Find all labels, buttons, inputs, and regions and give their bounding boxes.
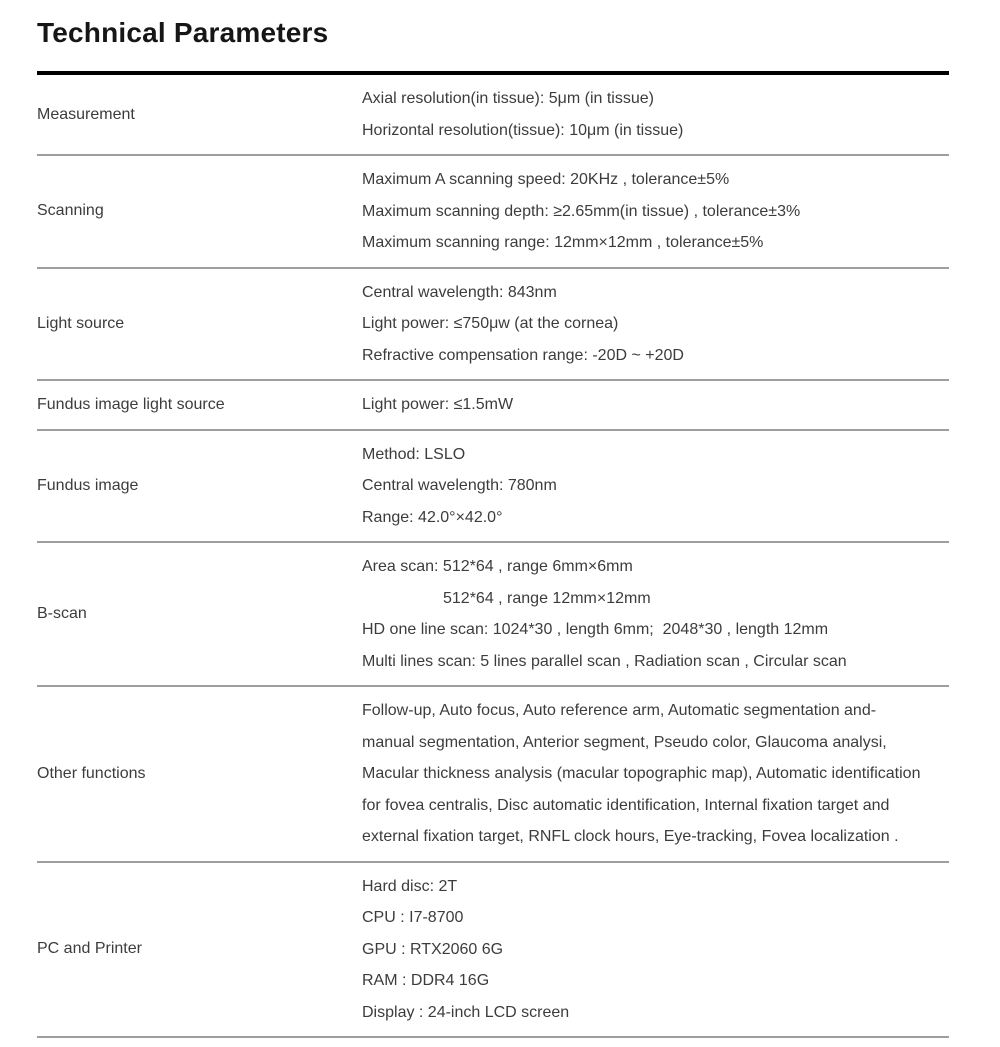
table-row	[37, 269, 949, 382]
row-label: B-scan	[37, 605, 87, 622]
row-values	[362, 551, 949, 677]
spec-value-line: Method: LSLO	[362, 445, 466, 463]
row-values	[362, 389, 949, 421]
row-values	[362, 164, 949, 259]
spec-value-line: Maximum scanning depth: ≥2.65mm(in tissue) , tolerance±3%	[362, 202, 801, 220]
spec-value-line: CPU : I7-8700	[362, 909, 464, 926]
table-row	[37, 156, 949, 269]
spec-value-line: Hard disc: 2T	[362, 877, 458, 895]
spec-value-line: Maximum A scanning speed: 20KHz , tolerance±5%	[362, 171, 730, 188]
table-row	[37, 431, 949, 544]
page-title: Technical Parameters	[37, 17, 329, 48]
table-row	[37, 863, 949, 1039]
row-values	[362, 277, 949, 372]
spec-value-line: external fixation target, RNFL clock hours, Eye-tracking, Fovea localization .	[362, 828, 899, 845]
row-label: Other functions	[37, 764, 146, 782]
spec-value-line: Area scan: 512*64 , range 6mm×6mm	[362, 558, 633, 575]
row-values	[362, 83, 949, 146]
table-row	[37, 543, 949, 687]
spec-value-line: Multi lines scan: 5 lines parallel scan , Radiation scan , Circular scan	[362, 652, 847, 670]
row-label: Fundus image	[37, 476, 139, 494]
spec-value-line: Follow-up, Auto focus, Auto reference arm, Automatic segmentation and-	[362, 702, 877, 719]
table-row	[37, 687, 949, 863]
spec-value-line: for fovea centralis, Disc automatic identification, Internal fixation target and	[362, 796, 890, 814]
row-label: Measurement	[37, 105, 135, 123]
spec-value-line: Range: 42.0°×42.0°	[362, 508, 503, 526]
spec-value-line: 512*64 , range 12mm×12mm	[443, 589, 651, 607]
spec-value-line: manual segmentation, Anterior segment, Pseudo color, Glaucoma analysi,	[362, 733, 887, 751]
row-values	[362, 695, 949, 853]
row-values	[362, 439, 949, 534]
row-label: Light source	[37, 314, 125, 332]
row-label: Scanning	[37, 202, 104, 220]
spec-value-line: Light power: ≤1.5mW	[362, 396, 514, 413]
spec-value-line: GPU : RTX2060 6G	[362, 940, 504, 958]
row-label: Fundus image light source	[37, 395, 225, 413]
spec-value-line: Refractive compensation range: -20D ~ +20D	[362, 346, 684, 364]
spec-value-line: Macular thickness analysis (macular topographic map), Automatic identification	[362, 765, 921, 782]
spec-value-line: Horizontal resolution(tissue): 10μm (in tissue)	[362, 121, 684, 139]
spec-value-line: RAM : DDR4 16G	[362, 972, 490, 989]
table-row	[37, 75, 949, 156]
spec-value-line: Light power: ≤750μw (at the cornea)	[362, 315, 619, 332]
table-row	[37, 381, 949, 431]
spec-value-line: HD one line scan: 1024*30 , length 6mm; 2048*30 , length 12mm	[362, 621, 829, 638]
spec-value-line: Display : 24-inch LCD screen	[362, 1003, 570, 1021]
spec-value-line: Central wavelength: 780nm	[362, 477, 557, 494]
spec-value-line: Maximum scanning range: 12mm×12mm , tolerance±5%	[362, 234, 764, 251]
spec-value-line: Central wavelength: 843nm	[362, 283, 557, 301]
row-values	[362, 871, 949, 1029]
spec-value-line: Axial resolution(in tissue): 5μm (in tissue)	[362, 90, 654, 107]
row-label: PC and Printer	[37, 940, 142, 958]
spec-table	[37, 71, 949, 1038]
